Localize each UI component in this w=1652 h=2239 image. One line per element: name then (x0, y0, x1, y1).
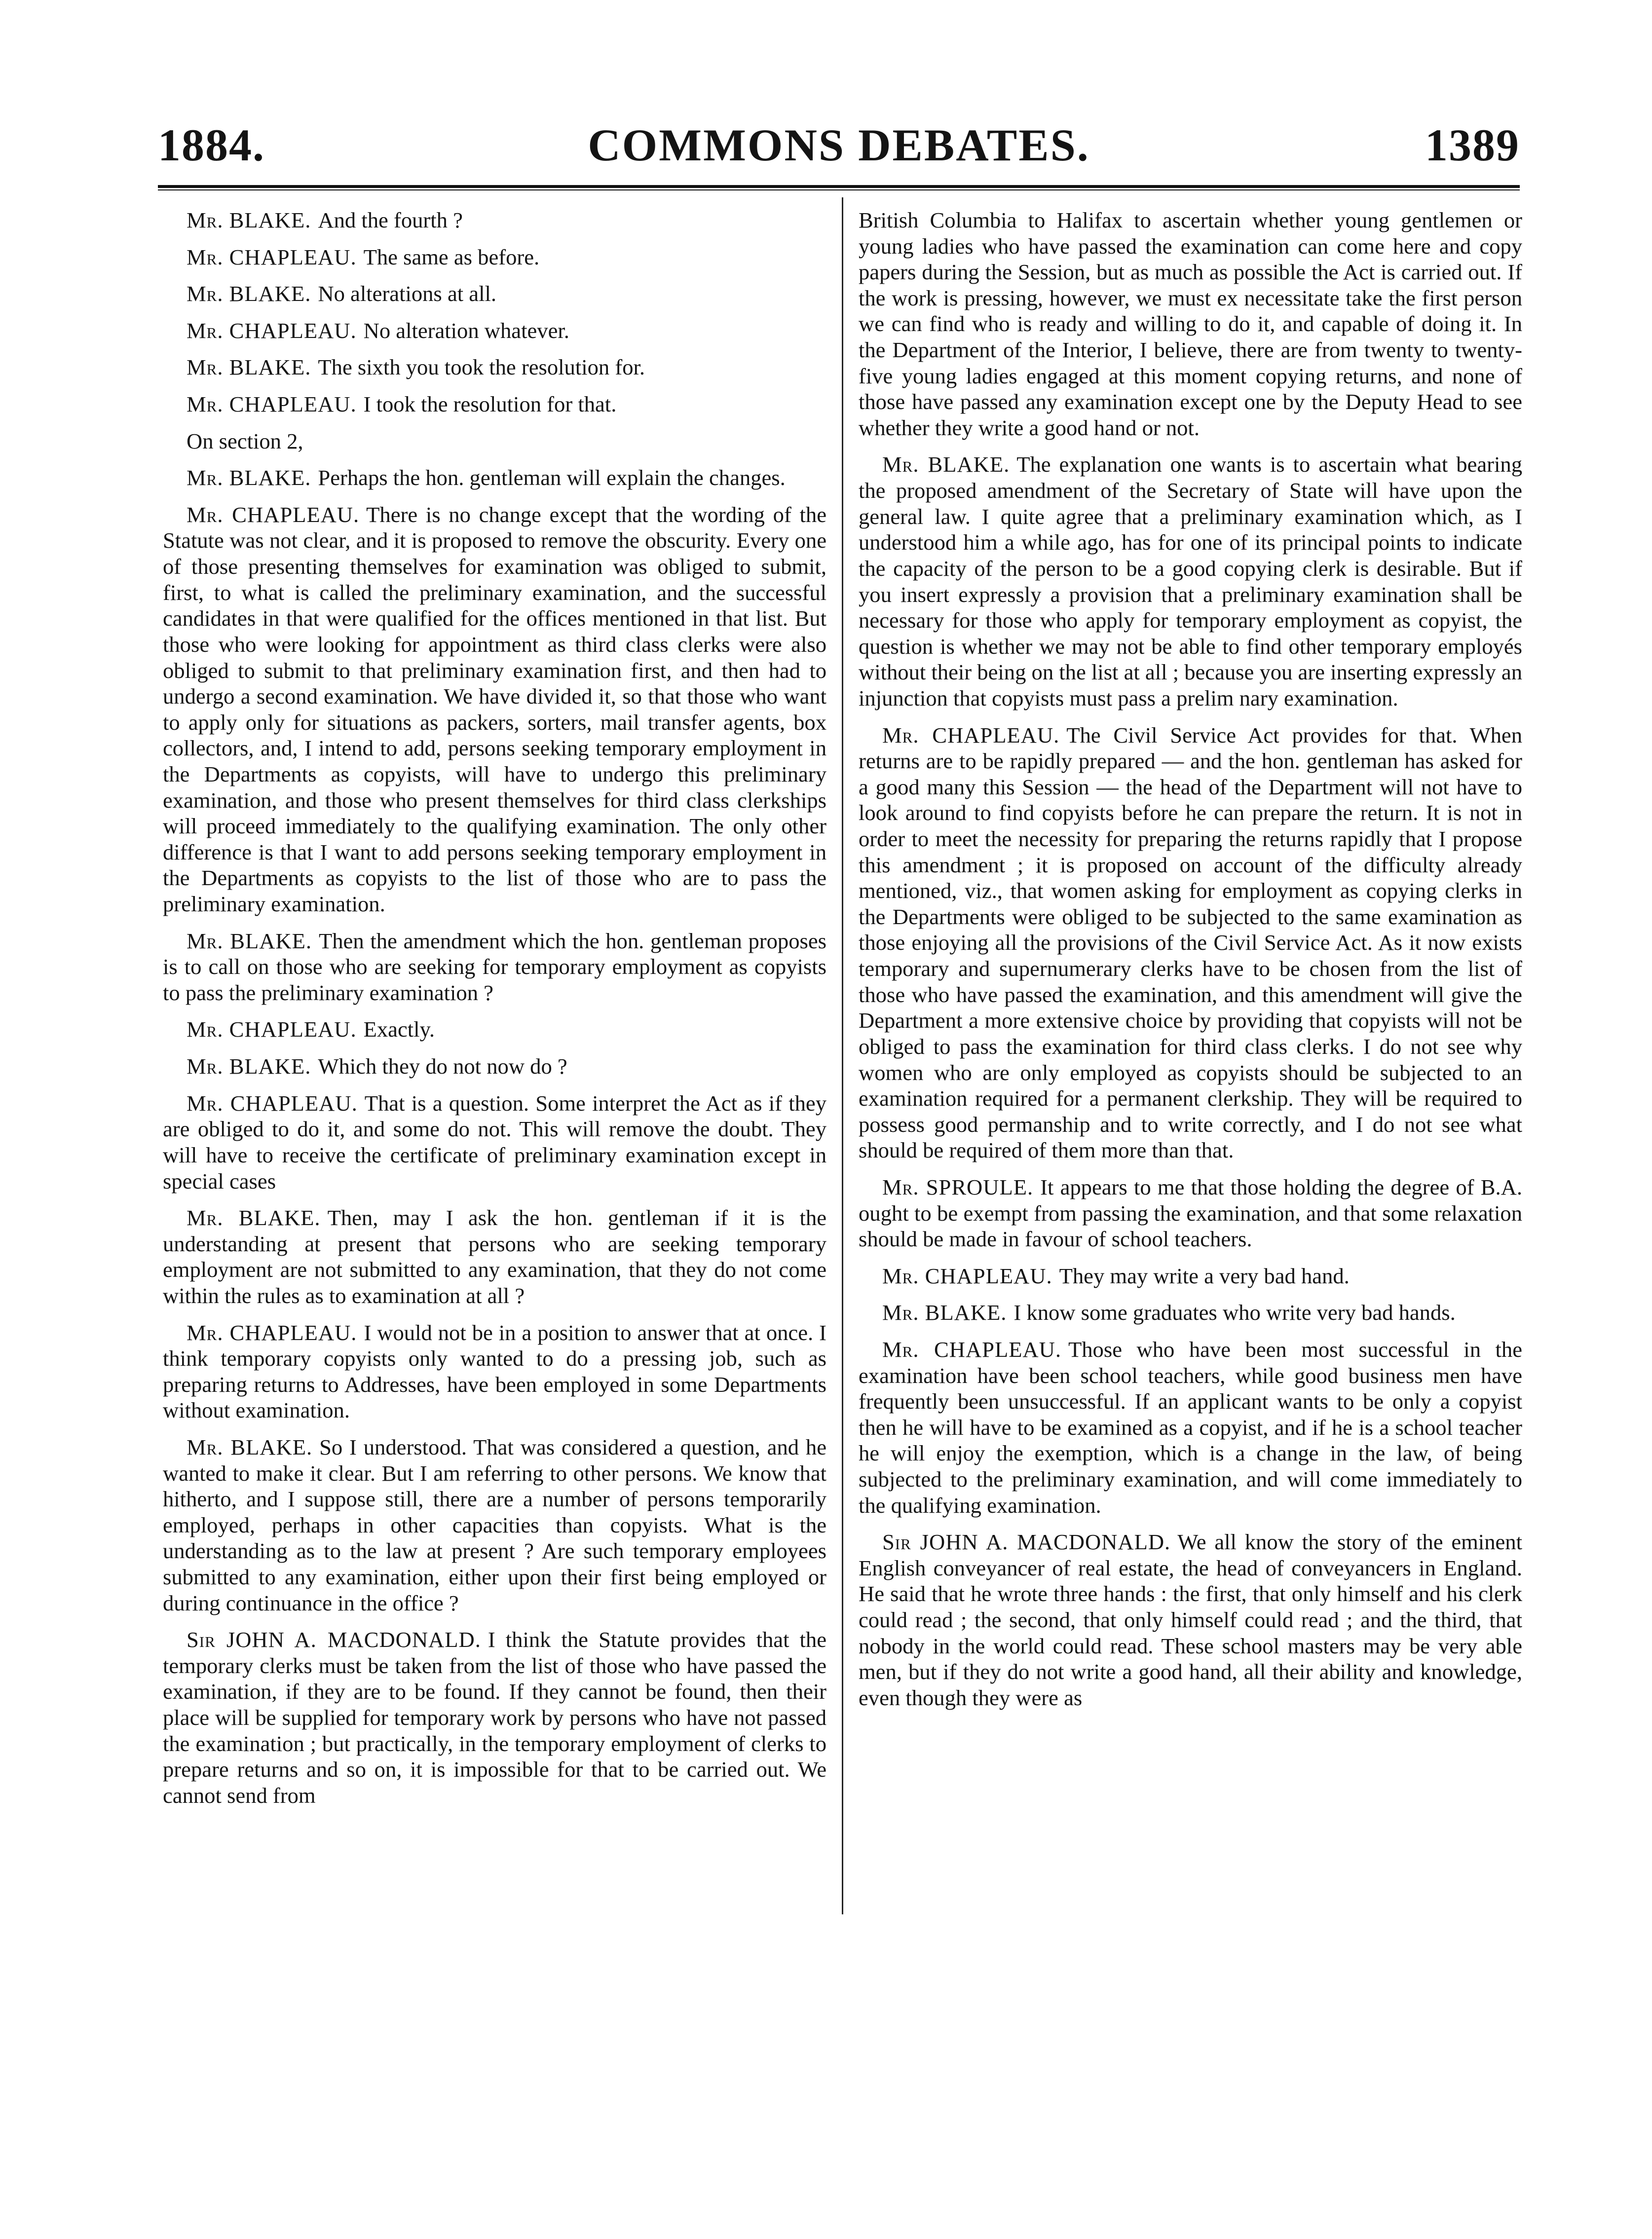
left-column (163, 207, 826, 1820)
speech-text: We all know the story of the eminent English conveyancer of real estate, the head of conveyancers in England. He said that he wrote three hands : the first, that only himself and his clerk could read ; the second, that only himself could read ; and the third, that nobody in the world could read. These school masters may be very able men, but if they do not write a good hand, all their ability and knowledge, even though they were as (859, 1530, 1522, 1710)
speaker-name: Mr. BLAKE. (882, 1300, 1007, 1325)
speaker-name: Mr. BLAKE. (187, 281, 311, 306)
header-title: COMMONS DEBATES. (588, 120, 1090, 170)
speech-text: Which they do not now do ? (318, 1054, 567, 1079)
header-rule (158, 185, 1520, 190)
speaker-name: Mr. BLAKE. (187, 465, 311, 490)
speech-text: That is a question. Some interpret the Act as if they are obliged to do it, and some do not. This will remove the doubt. They will have to receive the certificate of preliminary examination except in special cases (163, 1090, 826, 1194)
speech-text: I think the Statute provides that the temporary clerks must be taken from the list of those who have passed the examination, if they are to be found. If they cannot be found, then their place will be supplied for temporary work by persons who have not passed the examination ; but practically, in the temporary employment of clerks to prepare returns and so on, it is impossible for that to be carried out. We cannot send from (163, 1627, 826, 1808)
speech-text: Exactly. (363, 1017, 435, 1042)
debate-paragraph (859, 1263, 1522, 1289)
speaker-name: Mr. CHAPLEAU. (187, 1090, 358, 1116)
debate-paragraph (859, 451, 1522, 711)
debate-paragraph (859, 1300, 1522, 1326)
debate-paragraph (163, 1053, 826, 1080)
speech-text: Then, may I ask the hon. gentleman if it is the understanding at present that persons who are seeking temporary employment are not submitted to any examination, that they do not come within the rules as to examination at all ? (163, 1205, 827, 1308)
speaker-name: Mr. CHAPLEAU. (187, 1017, 357, 1042)
debate-paragraph (163, 281, 826, 307)
speaker-name: Mr. BLAKE. (882, 452, 1010, 477)
speaker-name: Sir JOHN A. MACDONALD. (882, 1530, 1171, 1555)
page-header (158, 122, 1520, 187)
speech-text: The Civil Service Act provides for that. When returns are to be rapidly prepared — and the hon. gentleman has asked for a good many this Session — the head of the Department will not have to look around to find copyists before he can prepare the return. It is not in order to meet the necessity for preparing the returns rapidly that I propose this amendment ; it is proposed on account of the difficulty already mentioned, viz., that women asking for employment as copying clerks in the Departments were obliged to be subjected to the same examination as those enjoying all the provisions of the Civil Service Act. As it now exists temporary and supernumerary clerks have to be chosen from the list of those who have passed the examination, and this amendment will give the Department a more extensive choice by providing that copyists will not be obliged to pass the examination for third class clerks. I do not see why women who are only employed as copyists should be subjected to an examination required for a permanent clerkship. They will be required to possess good permanship and to write correctly, and I do not see what should be required of them more than that. (859, 722, 1522, 1163)
debate-paragraph (163, 502, 826, 917)
speech-text: They may write a very bad hand. (1059, 1263, 1350, 1288)
speaker-name: Sir JOHN A. MACDONALD. (187, 1627, 481, 1652)
speech-text: And the fourth ? (318, 208, 463, 232)
debate-paragraph (859, 1337, 1522, 1518)
speech-text: I would not be in a position to answer that at once. I think temporary copyists only wanted to do a pressing job, such as preparing returns to Addresses, have been employed in some Departments without examination. (163, 1320, 826, 1423)
speaker-name: Mr. BLAKE. (187, 1054, 311, 1079)
speech-text: It appears to me that those holding the degree of B.A. ought to be exempt from passing the examination, and that some relaxation should be made in favour of school teachers. (859, 1174, 1522, 1252)
header-page-number: 1389 (1425, 120, 1520, 170)
speech-text: I took the resolution for that. (363, 392, 617, 417)
speaker-name: Mr. CHAPLEAU. (882, 722, 1060, 747)
debate-paragraph (163, 428, 826, 454)
speaker-name: Mr. CHAPLEAU. (187, 318, 357, 343)
speaker-name: Mr. SPROULE. (882, 1174, 1034, 1199)
debate-paragraph (163, 1434, 826, 1616)
speech-text: No alteration whatever. (363, 318, 569, 343)
speaker-name: Mr. CHAPLEAU. (187, 392, 357, 417)
speech-text: No alterations at all. (318, 281, 496, 306)
debate-paragraph (163, 1320, 826, 1423)
debate-paragraph (859, 1529, 1522, 1711)
debate-paragraph (163, 465, 826, 491)
speaker-name: Mr. BLAKE. (187, 1434, 313, 1459)
speech-text: So I understood. That was considered a question, and he wanted to make it clear. But I am referring to other persons. We know that hitherto, and I suppose still, there are a number of persons temporarily employed, perhaps in other capacities than copyists. What is the understanding as to the law at present ? Are such temporary employees submitted to any examination, either upon their first being employed or during continuance in the office ? (163, 1434, 826, 1615)
debate-paragraph (163, 207, 826, 233)
right-column (859, 207, 1522, 1722)
speaker-name: Mr. BLAKE. (187, 355, 311, 380)
speech-text: British Columbia to Halifax to ascertain whether young gentlemen or young ladies who have passed the examination can come here and copy papers during the Session, but as much as possible the Act is carried out. If the work is pressing, however, we must ex necessitate take the first person we can find who is ready and willing to do it, and capable of doing it. In the Department of the Interior, I believe, there are from twenty to twenty-five young ladies engaged at this moment copying returns, and none of those have passed any examination except one by the Deputy Head to see whether they write a good hand or not. (859, 208, 1522, 440)
debate-paragraph (163, 354, 826, 380)
speech-text: I know some graduates who write very bad hands. (1014, 1300, 1456, 1325)
speaker-name: Mr. CHAPLEAU. (187, 502, 360, 527)
debate-paragraph (859, 1174, 1522, 1252)
debate-paragraph (163, 1627, 826, 1808)
speech-text: Perhaps the hon. gentleman will explain the changes. (318, 465, 786, 490)
debate-paragraph (859, 722, 1522, 1163)
debate-paragraph (163, 1016, 826, 1043)
speaker-name: Mr. BLAKE. (187, 208, 311, 232)
speaker-name: Mr. CHAPLEAU. (187, 1320, 357, 1345)
debate-paragraph (163, 928, 826, 1006)
speech-text: There is no change except that the wording of the Statute was not clear, and it is proposed to remove the obscurity. Every one of those presenting themselves for examination was obliged to submit, first, to what is called the preliminary examination, and the successful candidates in that were qualified for the offices mentioned in that list. But those who were looking for appointment as third class clerks were also obliged to submit to that preliminary examination first, and then had to undergo a second examination. We have divided it, so that those who want to apply only for situations as packers, sorters, mail transfer agents, box collectors, and, I intend to add, persons seeking temporary employment in the Departments as copyists, will have to undergo this preliminary examination, and those who present themselves for third class clerkships will proceed immediately to the qualifying examination. The only other difference is that I want to add persons seeking temporary employment in the Departments as copyists to the list of those who are to pass the preliminary examination. (163, 502, 826, 917)
speaker-name: Mr. CHAPLEAU. (882, 1337, 1061, 1362)
speaker-name: Mr. CHAPLEAU. (187, 244, 357, 269)
debate-paragraph (163, 1090, 826, 1194)
debate-paragraph (163, 391, 826, 417)
speech-text: Then the amendment which the hon. gentleman proposes is to call on those who are seeking for temporary employment as copyists to pass the preliminary examination ? (163, 928, 827, 1005)
debate-paragraph (859, 207, 1522, 441)
debate-paragraph (163, 244, 826, 270)
speech-text: On section 2, (187, 428, 303, 453)
header-year: 1884. (158, 120, 265, 170)
column-divider (842, 197, 843, 1914)
speech-text: Those who have been most successful in the examination have been school teachers, while good business men have frequently been unsuccessful. If an applicant wants to be only a copyist then he will have to be examined as a copyist, and if he is a school teacher he will enjoy the exemption, which is a change in the law, of being subjected to the preliminary examination, and will come immediately to the qualifying examination. (859, 1337, 1522, 1518)
speaker-name: Mr. BLAKE. (187, 1205, 321, 1231)
speech-text: The sixth you took the resolution for. (318, 355, 645, 380)
speaker-name: Mr. BLAKE. (187, 928, 312, 953)
speech-text: The same as before. (363, 244, 540, 269)
debate-paragraph (163, 318, 826, 344)
debate-paragraph (163, 1205, 826, 1308)
speech-text: The explanation one wants is to ascertain what bearing the proposed amendment of the Secretary of State will have upon the general law. I quite agree that a preliminary examination which, as I understood him a while ago, has for one of its principal points to indicate the capacity of the person to be a good copying clerk is desirable. But if you insert expressly a provision that a preliminary examination shall be necessary for those who apply for temporary employment as copyist, the question is whether we may not be able to find other temporary employés without their being on the list at all ; because you are inserting expressly an injunction that copyists must pass a prelim nary examination. (859, 452, 1522, 710)
speaker-name: Mr. CHAPLEAU. (882, 1263, 1052, 1288)
